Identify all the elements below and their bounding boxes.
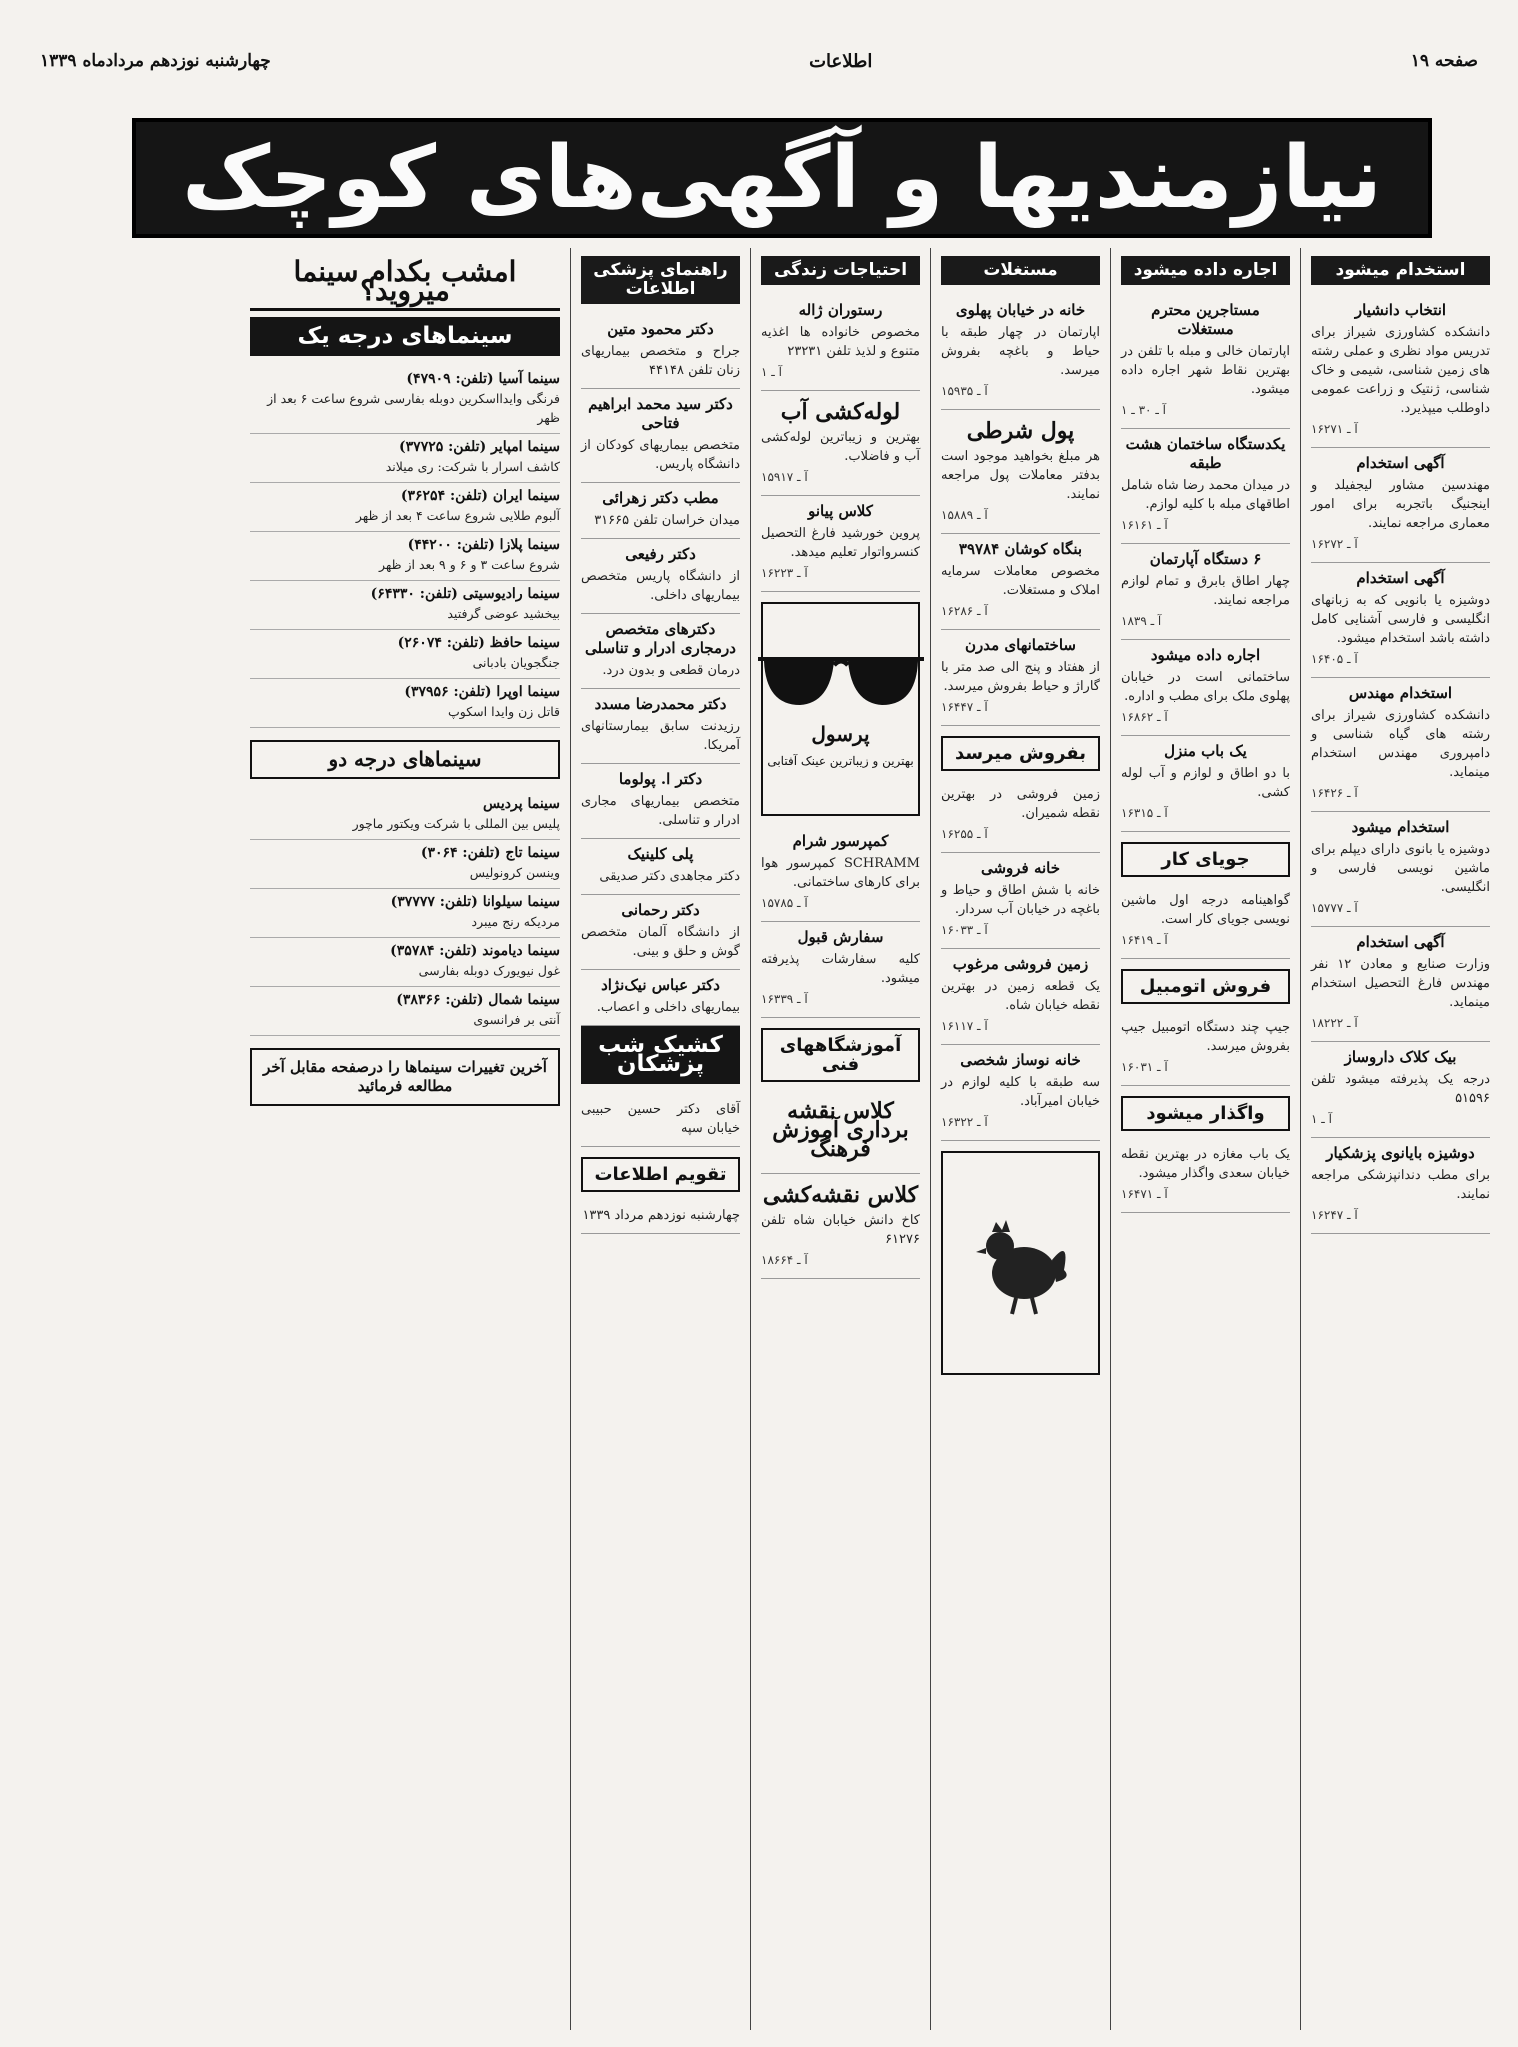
ad-item xyxy=(761,1090,920,1174)
ad-item xyxy=(761,391,920,496)
ad-item xyxy=(1121,736,1290,832)
ad-item xyxy=(1121,885,1290,959)
section-heading-technical-schools: آموزشگاههای فنی xyxy=(761,1028,920,1082)
night-shift-doctors-heading: کشیک شب پزشکان xyxy=(581,1026,740,1084)
ad-code: آ ـ ۱۸۶۶۴ xyxy=(761,1253,808,1267)
column-heading: مستغلات xyxy=(941,256,1100,285)
ad-code: آ ـ ۱ xyxy=(761,365,782,379)
ad-title: دوشیزه بایانوی پزشکیار xyxy=(1326,1144,1475,1162)
ad-title: رستوران ژاله xyxy=(798,301,883,319)
column-heading: استخدام میشود xyxy=(1311,256,1490,285)
ad-title: بنگاه کوشان ۳۹۷۸۴ xyxy=(958,540,1083,558)
ad-body: از هفتاد و پنج الی صد متر با گاراژ و حیاط بفروش میرسد. xyxy=(941,660,1100,694)
ad-title: دکتر رفیعی xyxy=(625,545,696,563)
first-class-cinemas-heading: سینماهای درجه یک xyxy=(250,317,560,356)
page-number: صفحه ۱۹ xyxy=(1410,51,1478,71)
ad-body: هر مبلغ بخواهید موجود است بدفتر معاملات پول مراجعه نمایند. xyxy=(941,449,1100,502)
cinema-name: سینما سیلوانا (تلفن: ۳۷۷۷۷) xyxy=(390,894,560,910)
ad-title: آگهی استخدام xyxy=(1356,454,1445,472)
cinema-program: پلیس بین المللی با شرکت ویکتور ماچور xyxy=(352,816,560,831)
column-medical-guide xyxy=(570,248,750,2030)
issue-date: چهارشنبه نوزدهم مردادماه ۱۳۳۹ xyxy=(40,51,271,71)
ad-body: کلاس نقشه برداری آموزش فرهنگ xyxy=(772,1098,909,1162)
ad-body: چهارشنبه نوزدهم مرداد ۱۳۳۹ xyxy=(582,1208,740,1223)
ad-item xyxy=(761,295,920,391)
ad-body: درجه یک پذیرفته میشود تلفن ۵۱۵۹۶ xyxy=(1311,1072,1490,1106)
ad-code: آ ـ ۱۵۸۸۹ xyxy=(941,508,988,522)
cinema-name: سینما پردیس xyxy=(482,796,560,812)
paper-name: اطلاعات xyxy=(809,50,873,72)
column-cinemas xyxy=(240,248,570,2030)
ad-code: آ ـ ۱۶۲۷۱ xyxy=(1311,422,1358,436)
ad-body: میدان خراسان تلفن ۳۱۶۶۵ xyxy=(594,513,740,528)
ad-title: پول شرطی xyxy=(966,418,1075,444)
ad-item xyxy=(1311,1138,1490,1234)
ad-item xyxy=(581,764,740,839)
ad-body: درمان قطعی و بدون درد. xyxy=(602,663,740,678)
ad-title: کمپرسور شرام xyxy=(792,832,889,850)
sunglasses-icon xyxy=(756,647,926,717)
ad-code: آ ـ ۱۵۷۸۵ xyxy=(761,896,808,910)
ad-code: آ ـ ۱۶۲۷۲ xyxy=(1311,537,1358,551)
ad-item xyxy=(581,389,740,483)
ad-title: دکترهای متخصص درمجاری ادرار و تناسلی xyxy=(585,620,736,657)
ad-body: دوشیزه یا بانوی دارای دیپلم برای ماشین نویسی فارسی و انگلیسی. xyxy=(1311,842,1490,895)
ad-item xyxy=(1121,640,1290,736)
ad-item xyxy=(1311,678,1490,812)
cinema-name: سینما دیاموند (تلفن: ۳۵۷۸۴) xyxy=(390,943,560,959)
ad-item xyxy=(761,1174,920,1279)
column-employment xyxy=(1300,248,1500,2030)
ad-title: کلاس پیانو xyxy=(808,502,873,520)
cinema-name: سینما آسیا (تلفن: ۴۷۹۰۹) xyxy=(406,371,560,387)
ad-body: دانشکده کشاورزی شیراز برای تدریس مواد نظری و عملی رشته های زمین شناسی، شیمی و خاک شناسی، ژنتیک و زراعت عمومی داوطلب میپذیرد. xyxy=(1311,325,1490,416)
cinema-changes-note: آخرین تغییرات سینماها را درصفحه مقابل آخر مطالعه فرمائید xyxy=(250,1048,560,1106)
cinema-listing xyxy=(250,889,560,938)
ad-item xyxy=(581,539,740,614)
ad-title: لوله‌کشی آب xyxy=(780,399,901,425)
ad-item xyxy=(941,853,1100,949)
ad-body: از دانشگاه آلمان متخصص گوش و حلق و بینی. xyxy=(581,925,740,959)
ad-body: برای مطب دندانپزشکی مراجعه نمایند. xyxy=(1311,1168,1490,1202)
ad-code: آ ـ ۱۶۳۳۹ xyxy=(761,992,808,1006)
ad-item xyxy=(761,922,920,1018)
ad-title: ۶ دستگاه آپارتمان xyxy=(1149,550,1262,568)
cinema-listing xyxy=(250,938,560,987)
section-heading-for-sale: بفروش میرسد xyxy=(941,736,1100,771)
ad-item xyxy=(761,826,920,922)
ad-title: انتخاب دانشیار xyxy=(1354,301,1447,319)
ad-body: اپارتمان در چهار طبقه با حیاط و باغچه بفروش میرسد. xyxy=(941,325,1100,378)
column-life-needs xyxy=(750,248,930,2030)
cinema-listing xyxy=(250,987,560,1036)
ad-item xyxy=(581,614,740,689)
ad-title: خانه در خیابان پهلوی xyxy=(955,301,1086,319)
ad-body: جراح و متخصص بیماریهای زنان تلفن ۴۴۱۴۸ xyxy=(581,344,740,378)
ad-item xyxy=(581,689,740,764)
ad-title: دکتر ا. پولوما xyxy=(618,770,703,788)
ad-title: استخدام مهندس xyxy=(1348,684,1453,702)
cinema-program: قاتل زن وایدا اسکوپ xyxy=(448,704,560,719)
ad-body: بهترین و زیباترین لوله‌کشی آب و فاضلاب. xyxy=(761,430,920,464)
ad-body: اپارتمان خالی و مبله با تلفن در بهترین نقاط شهر اجاره داده میشود. xyxy=(1121,344,1290,397)
ad-code: آ ـ ۱۶۳۱۵ xyxy=(1121,806,1168,820)
cinema-listing xyxy=(250,483,560,532)
ad-title: یکدستگاه ساختمان هشت طبقه xyxy=(1125,435,1286,472)
cinema-name: سینما اوپرا (تلفن: ۳۷۹۵۶) xyxy=(404,684,560,700)
cinema-listing xyxy=(250,840,560,889)
ad-title: استخدام میشود xyxy=(1351,818,1450,836)
ad-body: ساختمانی است در خیابان پهلوی ملک برای مطب و اداره. xyxy=(1121,670,1290,704)
ad-code: آ ـ ۱۵۹۱۷ xyxy=(761,470,808,484)
ad-title: یک باب منزل xyxy=(1164,742,1247,760)
ad-item xyxy=(941,295,1100,410)
calendar-heading: تقویم اطلاعات xyxy=(581,1157,740,1192)
cinema-listing xyxy=(250,791,560,840)
ad-body: سه طبقه با کلیه لوازم در خیابان امیرآباد. xyxy=(941,1075,1100,1109)
ad-body: جیپ چند دستگاه اتومبیل جیپ بفروش میرسد. xyxy=(1121,1020,1290,1054)
column-heading: اجاره داده میشود xyxy=(1121,256,1290,285)
ad-body: پروین خورشید فارغ التحصیل کنسرواتوار تعلیم میدهد. xyxy=(761,526,920,560)
column-real-estate xyxy=(930,248,1110,2030)
ad-title: اجاره داده میشود xyxy=(1150,646,1261,664)
classifieds-banner: نیازمندیها و آگهی‌های کوچک xyxy=(132,118,1432,238)
cinema-name: سینما تاج (تلفن: ۳۰۶۴) xyxy=(420,845,560,861)
cinema-program: مردیکه رنج میبرد xyxy=(471,914,560,929)
ad-code: آ ـ ۱۶۸۶۲ xyxy=(1121,710,1168,724)
ad-item xyxy=(761,496,920,592)
ad-body: در میدان محمد رضا شاه شامل اطاقهای مبله با کلیه لوازم. xyxy=(1121,478,1290,512)
ad-title: دکتر عباس نیک‌نژاد xyxy=(601,976,720,994)
cinema-name: سینما امپایر (تلفن: ۳۷۷۲۵) xyxy=(399,439,560,455)
ad-body: دانشکده کشاورزی شیراز برای رشته های گیاه شناسی و دامپروری مهندس استخدام مینماید. xyxy=(1311,708,1490,780)
chicken-advert-image xyxy=(941,1151,1100,1375)
ad-code: آ ـ ۱۶۲۵۵ xyxy=(941,827,988,841)
ad-code: آ ـ ۱ xyxy=(1311,1112,1332,1126)
ad-body: زمین فروشی در بهترین نقطه شمیران. xyxy=(941,787,1100,821)
ad-code: آ ـ ۱۶۲۲۳ xyxy=(761,566,808,580)
ad-body: مخصوص معاملات سرمایه املاک و مستغلات. xyxy=(941,564,1100,598)
columns-container xyxy=(40,248,1500,2030)
ad-title: زمین فروشی مرغوب xyxy=(952,955,1089,973)
ad-title: آگهی استخدام xyxy=(1356,569,1445,587)
ad-body: آقای دکتر حسین حبیبی خیابان سپه xyxy=(581,1102,740,1136)
ad-code: آ ـ ۳۰ ـ ۱ xyxy=(1121,403,1166,417)
ad-body: یک قطعه زمین در بهترین نقطه خیابان شاه. xyxy=(941,979,1100,1013)
cinema-program: غول نیویورک دوبله بفارسی xyxy=(418,963,560,978)
cinema-program: کاشف اسرار با شرکت: ری میلاند xyxy=(385,459,560,474)
ad-title: خانه نوساز شخصی xyxy=(960,1051,1081,1069)
ad-item xyxy=(1311,448,1490,563)
ad-item xyxy=(1311,563,1490,678)
ad-item xyxy=(581,895,740,970)
ad-item xyxy=(581,314,740,389)
ad-body: بیماریهای داخلی و اعصاب. xyxy=(596,1000,740,1015)
ad-code: آ ـ ۱۶۲۴۷ xyxy=(1311,1208,1358,1222)
ad-item xyxy=(581,839,740,895)
ad-body: گواهینامه درجه اول ماشین نویسی جویای کار است. xyxy=(1121,893,1290,927)
ad-title: پرسول xyxy=(811,722,870,746)
ad-item xyxy=(941,949,1100,1045)
section-heading-jobseekers: جویای کار xyxy=(1121,842,1290,877)
ad-item xyxy=(1311,295,1490,448)
ad-title: آگهی استخدام xyxy=(1356,933,1445,951)
cinema-name: سینما حافظ (تلفن: ۲۶۰۷۴) xyxy=(397,635,560,651)
column-heading: احتیاجات زندگی xyxy=(761,256,920,285)
ad-item xyxy=(941,410,1100,534)
ad-code: آ ـ ۱۶۱۶۱ xyxy=(1121,518,1168,532)
cinema-listing xyxy=(250,581,560,630)
ad-body: دکتر مجاهدی دکتر صدیقی xyxy=(599,869,740,884)
ad-title: پلی کلینیک xyxy=(627,845,694,863)
ad-title: مطب دکتر زهرائی xyxy=(602,489,719,507)
ad-title: مستاجرین محترم مستغلات xyxy=(1151,301,1260,338)
cinema-listing xyxy=(250,679,560,728)
cinema-program: وینسن کرونولیس xyxy=(469,865,560,880)
ad-body: دوشیزه یا بانویی که به زبانهای انگلیسی و فارسی آشنایی کامل داشته باشد استخدام میشود. xyxy=(1311,593,1490,646)
ad-item xyxy=(941,779,1100,853)
ad-body: بهترین و زیباترین عینک آفتابی xyxy=(767,754,914,768)
cinema-name: سینما رادیوسیتی (تلفن: ۶۴۳۳۰) xyxy=(370,586,560,602)
ad-body: با دو اطاق و لوازم و آب لوله کشی. xyxy=(1121,766,1290,800)
ad-title: سفارش قبول xyxy=(797,928,884,946)
ad-item xyxy=(581,1200,740,1234)
ad-code: آ ـ ۱۸۳۹ xyxy=(1121,614,1162,628)
ad-code: آ ـ ۱۶۱۱۷ xyxy=(941,1019,988,1033)
ad-title: دکتر محمود متین xyxy=(607,320,714,338)
cinema-listing xyxy=(250,630,560,679)
ad-body: متخصص بیماریهای مجاری ادرار و تناسلی. xyxy=(581,794,740,828)
ad-item xyxy=(941,630,1100,726)
ad-title: دکتر محمدرضا مسدد xyxy=(594,695,727,713)
ad-body: یک باب مغازه در بهترین نقطه خیابان سعدی واگذار میشود. xyxy=(1121,1147,1290,1181)
column-heading: راهنمای پزشکی اطلاعات xyxy=(581,256,740,304)
ad-item xyxy=(581,1094,740,1147)
second-class-cinemas-heading: سینماهای درجه دو xyxy=(250,740,560,779)
ad-code: آ ـ ۱۶۰۳۱ xyxy=(1121,1060,1168,1074)
ad-item xyxy=(1121,544,1290,640)
ad-body: از دانشگاه پاریس متخصص بیماریهای داخلی. xyxy=(581,569,740,603)
ad-item xyxy=(581,483,740,539)
cinema-listing xyxy=(250,366,560,434)
cinema-listing xyxy=(250,434,560,483)
cinema-name: سینما ایران (تلفن: ۳۶۲۵۴) xyxy=(400,488,560,504)
cinema-program: آلبوم طلایی شروع ساعت ۴ بعد از ظهر xyxy=(355,508,560,523)
ad-title: دکتر سید محمد ابراهیم فتاحی xyxy=(588,395,733,432)
ad-title: ساختمانهای مدرن xyxy=(965,636,1076,654)
ad-code: آ ـ ۱۶۴۰۵ xyxy=(1311,652,1358,666)
ad-item xyxy=(1121,295,1290,429)
ad-code: آ ـ ۱۵۷۷۷ xyxy=(1311,901,1358,915)
ad-title: خانه فروشی xyxy=(980,859,1061,877)
ad-body: SCHRAMM کمپرسور هوا برای کارهای ساختمانی. xyxy=(761,856,920,890)
ad-body: کلیه سفارشات پذیرفته میشود. xyxy=(761,952,920,986)
cinema-program: شروع ساعت ۳ و ۶ و ۹ بعد از ظهر xyxy=(378,557,560,572)
cinema-program: فرنگی وایدااسکرین دوبله بفارسی شروع ساعت ۶ بعد از ظهر xyxy=(267,391,560,425)
ad-body: وزارت صنایع و معادن ۱۲ نفر مهندس فارغ التحصیل استخدام مینماید. xyxy=(1311,957,1491,1010)
ad-code: آ ـ ۱۶۲۸۶ xyxy=(941,604,988,618)
ad-item xyxy=(1311,927,1490,1042)
cinema-listing xyxy=(250,532,560,581)
ad-code: آ ـ ۱۶۰۳۳ xyxy=(941,923,988,937)
ad-title: بیک کلاک داروساز xyxy=(1344,1048,1457,1066)
ad-item xyxy=(1121,1139,1290,1213)
ad-body: کاخ دانش خیابان شاه تلفن ۶۱۲۷۶ xyxy=(761,1213,920,1247)
ad-code: آ ـ ۱۶۴۷۱ xyxy=(1121,1187,1168,1201)
ad-code: آ ـ ۱۶۳۲۲ xyxy=(941,1115,988,1129)
rooster-icon xyxy=(966,1208,1076,1318)
ad-item xyxy=(1311,1042,1490,1138)
ad-body: چهار اطاق بابرق و تمام لوازم مراجعه نمایند. xyxy=(1121,574,1290,608)
cinema-program: بیخشید عوضی گرفتید xyxy=(447,606,560,621)
ad-item xyxy=(941,534,1100,630)
column-rentals xyxy=(1110,248,1300,2030)
page-header xyxy=(40,46,1478,76)
ad-body: مهندسین مشاور لیجفیلد و اینجنیگ باتجربه برای امور معماری مراجعه نمایند. xyxy=(1311,478,1490,531)
cinema-program: آنتی بر فرانسوی xyxy=(473,1012,560,1027)
section-heading-car-sales: فروش اتومبیل xyxy=(1121,969,1290,1004)
ad-title: دکتر رحمانی xyxy=(621,901,700,919)
ad-item xyxy=(1121,1012,1290,1086)
ad-body: رزیدنت سابق بیمارستانهای آمریکا. xyxy=(581,719,740,753)
ad-item xyxy=(581,970,740,1026)
ad-item xyxy=(941,1045,1100,1141)
ad-title: کلاس نقشه‌کشی xyxy=(762,1182,919,1208)
ad-body: مخصوص خانواده ها اغذیه متنوع و لذیذ تلفن ۲۳۲۳۱ xyxy=(761,325,920,359)
section-heading-handover: واگذار میشود xyxy=(1121,1096,1290,1131)
ad-code: آ ـ ۱۶۴۴۷ xyxy=(941,700,988,714)
cinema-name: سینما پلازا (تلفن: ۴۴۲۰۰) xyxy=(407,537,560,553)
ad-code: آ ـ ۱۸۲۲۲ xyxy=(1311,1016,1358,1030)
cinema-program: جنگجویان بادبانی xyxy=(472,655,560,670)
ad-body: متخصص بیماریهای کودکان از دانشگاه پاریس. xyxy=(581,438,740,472)
ad-code: آ ـ ۱۶۴۲۶ xyxy=(1311,786,1358,800)
sunglasses-advert xyxy=(761,602,920,816)
ad-item xyxy=(1311,812,1490,927)
ad-body: خانه با شش اطاق و حیاط و باغچه در خیابان آب سردار. xyxy=(941,883,1100,917)
ad-code: آ ـ ۱۶۴۱۹ xyxy=(1121,933,1168,947)
cinema-column-title: امشب بکدام سینما میروید؟ xyxy=(250,262,560,311)
ad-code: آ ـ ۱۵۹۳۵ xyxy=(941,384,988,398)
ad-item xyxy=(1121,429,1290,544)
cinema-name: سینما شمال (تلفن: ۳۸۳۶۶) xyxy=(396,992,560,1008)
